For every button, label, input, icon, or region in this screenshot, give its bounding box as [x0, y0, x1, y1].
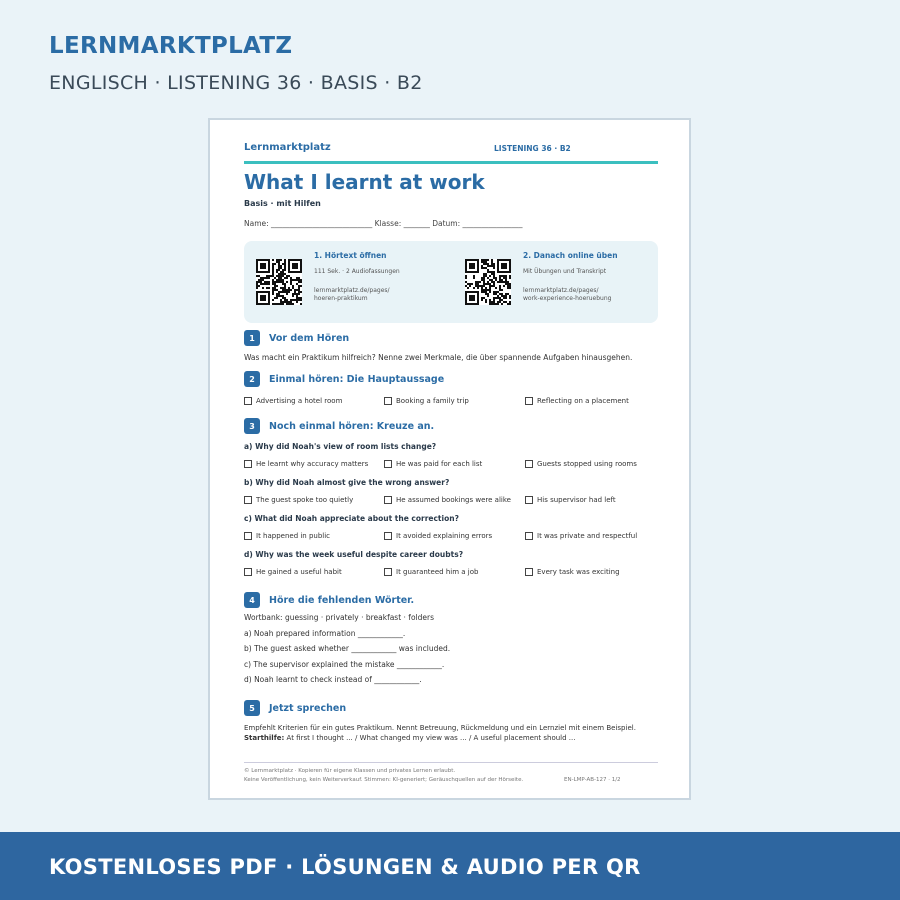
gap-line[interactable]: b) The guest asked whether ____________ was included. [244, 644, 451, 653]
checkbox[interactable] [525, 532, 533, 540]
gap-line[interactable]: d) Noah learnt to check instead of ____________. [244, 675, 422, 684]
option-label: It was private and respectful [537, 532, 638, 540]
option-label: Advertising a hotel room [256, 397, 343, 405]
checkbox[interactable] [525, 460, 533, 468]
checkbox-option[interactable] [384, 496, 511, 504]
qr-url: lernmarktplatz.de/pages/ [523, 286, 599, 294]
section-title: Vor dem Hören [269, 332, 350, 344]
checkbox[interactable] [244, 460, 252, 468]
header-divider [244, 161, 658, 164]
starthilfe [244, 734, 575, 742]
qr-code-icon[interactable] [256, 259, 302, 305]
section-number: 1 [244, 330, 260, 346]
checkbox[interactable] [384, 568, 392, 576]
checkbox[interactable] [384, 397, 392, 405]
question: d) Why was the week useful despite career doubts? [244, 550, 464, 559]
section-5-text: Empfehlt Kriterien für ein gutes Praktikum. Nennt Betreuung, Rückmeldung und ein Lernziel mit einem Beispiel. [244, 724, 636, 732]
checkbox-option[interactable] [384, 568, 478, 576]
qr-info-1 [314, 251, 400, 304]
checkbox-option[interactable] [244, 568, 342, 576]
option-label: He assumed bookings were alike [396, 496, 511, 504]
checkbox[interactable] [384, 532, 392, 540]
sheet-brand: Lernmarktplatz [244, 142, 331, 153]
section-title: Höre die fehlenden Wörter. [269, 594, 415, 606]
qr-code-icon[interactable] [465, 259, 511, 305]
qr-title: 2. Danach online üben [523, 251, 618, 260]
section-5-heading [244, 700, 346, 716]
checkbox-option[interactable] [244, 397, 342, 405]
qr-meta: 111 Sek. · 2 Audiofassungen [314, 267, 400, 275]
option-label: His supervisor had left [537, 496, 616, 504]
qr-panel [244, 241, 658, 323]
brand-title: LERNMARKTPLATZ [49, 33, 293, 59]
checkbox-option[interactable] [384, 397, 469, 405]
question: a) Why did Noah's view of room lists change? [244, 442, 437, 451]
checkbox-option[interactable] [384, 460, 482, 468]
option-label: Booking a family trip [396, 397, 469, 405]
checkbox[interactable] [244, 397, 252, 405]
checkbox-option[interactable] [525, 532, 637, 540]
checkbox-option[interactable] [244, 532, 330, 540]
checkbox-option[interactable] [525, 397, 629, 405]
section-4-heading [244, 592, 414, 608]
section-2-heading [244, 371, 444, 387]
qr-url: lernmarktplatz.de/pages/ [314, 286, 390, 294]
section-3-heading [244, 418, 434, 434]
checkbox[interactable] [384, 460, 392, 468]
qr-info-2 [523, 251, 618, 304]
section-title: Noch einmal hören: Kreuze an. [269, 420, 435, 432]
sheet-title: What I learnt at work [244, 170, 485, 194]
starthilfe-text: At first I thought ... / What changed my view was ... / A useful placement should ... [284, 734, 576, 742]
gap-line[interactable]: a) Noah prepared information ____________. [244, 629, 406, 638]
checkbox-option[interactable] [525, 460, 637, 468]
worksheet-preview [208, 118, 691, 800]
option-label: It happened in public [256, 532, 331, 540]
option-label: Reflecting on a placement [537, 397, 629, 405]
section-1-heading [244, 330, 349, 346]
section-title: Jetzt sprechen [269, 702, 347, 714]
option-label: The guest spoke too quietly [256, 496, 354, 504]
option-label: He gained a useful habit [256, 568, 342, 576]
option-label: It avoided explaining errors [396, 532, 493, 540]
checkbox[interactable] [525, 568, 533, 576]
banner-text: KOSTENLOSES PDF · LÖSUNGEN & AUDIO PER QR [49, 855, 641, 879]
checkbox-option[interactable] [244, 460, 368, 468]
option-label: He was paid for each list [396, 460, 483, 468]
footer-divider [244, 762, 658, 763]
section-number: 3 [244, 418, 260, 434]
sheet-level: Basis · mit Hilfen [244, 199, 321, 208]
footer-copyright: © Lernmarktplatz · Kopieren für eigene Klassen und privates Lernen erlaubt. [244, 768, 456, 774]
section-number: 2 [244, 371, 260, 387]
qr-meta: Mit Übungen und Transkript [523, 267, 607, 275]
checkbox[interactable] [244, 568, 252, 576]
sheet-code: LISTENING 36 · B2 [494, 144, 571, 153]
checkbox[interactable] [244, 496, 252, 504]
section-title: Einmal hören: Die Hauptaussage [269, 373, 445, 385]
section-number: 4 [244, 592, 260, 608]
checkbox[interactable] [244, 532, 252, 540]
option-label: He learnt why accuracy matters [256, 460, 369, 468]
checkbox-option[interactable] [525, 568, 620, 576]
starthilfe-label: Starthilfe: [244, 734, 285, 742]
word-bank: Wortbank: guessing · privately · breakfast · folders [244, 613, 434, 622]
qr-title: 1. Hörtext öffnen [314, 251, 387, 260]
section-number: 5 [244, 700, 260, 716]
checkbox-option[interactable] [244, 496, 353, 504]
qr-url-path: work-experience-hoeruebung [523, 295, 612, 303]
gap-line[interactable]: c) The supervisor explained the mistake ____________. [244, 660, 445, 669]
footer-code: EN-LMP-AB-127 · 1/2 [564, 777, 621, 783]
option-label: Guests stopped using rooms [537, 460, 637, 468]
checkbox-option[interactable] [384, 532, 492, 540]
name-class-date-line: Name: ___________________________ Klasse: _______ Datum: ________________ [244, 219, 523, 228]
checkbox[interactable] [525, 496, 533, 504]
question: c) What did Noah appreciate about the correction? [244, 514, 459, 523]
qr-url-path: hoeren-praktikum [314, 295, 368, 303]
checkbox-option[interactable] [525, 496, 616, 504]
product-subtitle: ENGLISCH · LISTENING 36 · BASIS · B2 [49, 72, 423, 94]
section-1-text: Was macht ein Praktikum hilfreich? Nenne zwei Merkmale, die über spannende Aufgaben hinausgehen. [244, 353, 633, 362]
checkbox[interactable] [384, 496, 392, 504]
promo-banner [0, 832, 900, 900]
option-label: Every task was exciting [537, 568, 620, 576]
footer-notice: Keine Veröffentlichung, kein Weiterverkauf. Stimmen: KI-generiert; Geräuschquellen auf der Hörseite. [244, 777, 524, 783]
checkbox[interactable] [525, 397, 533, 405]
option-label: It guaranteed him a job [396, 568, 479, 576]
question: b) Why did Noah almost give the wrong answer? [244, 478, 450, 487]
